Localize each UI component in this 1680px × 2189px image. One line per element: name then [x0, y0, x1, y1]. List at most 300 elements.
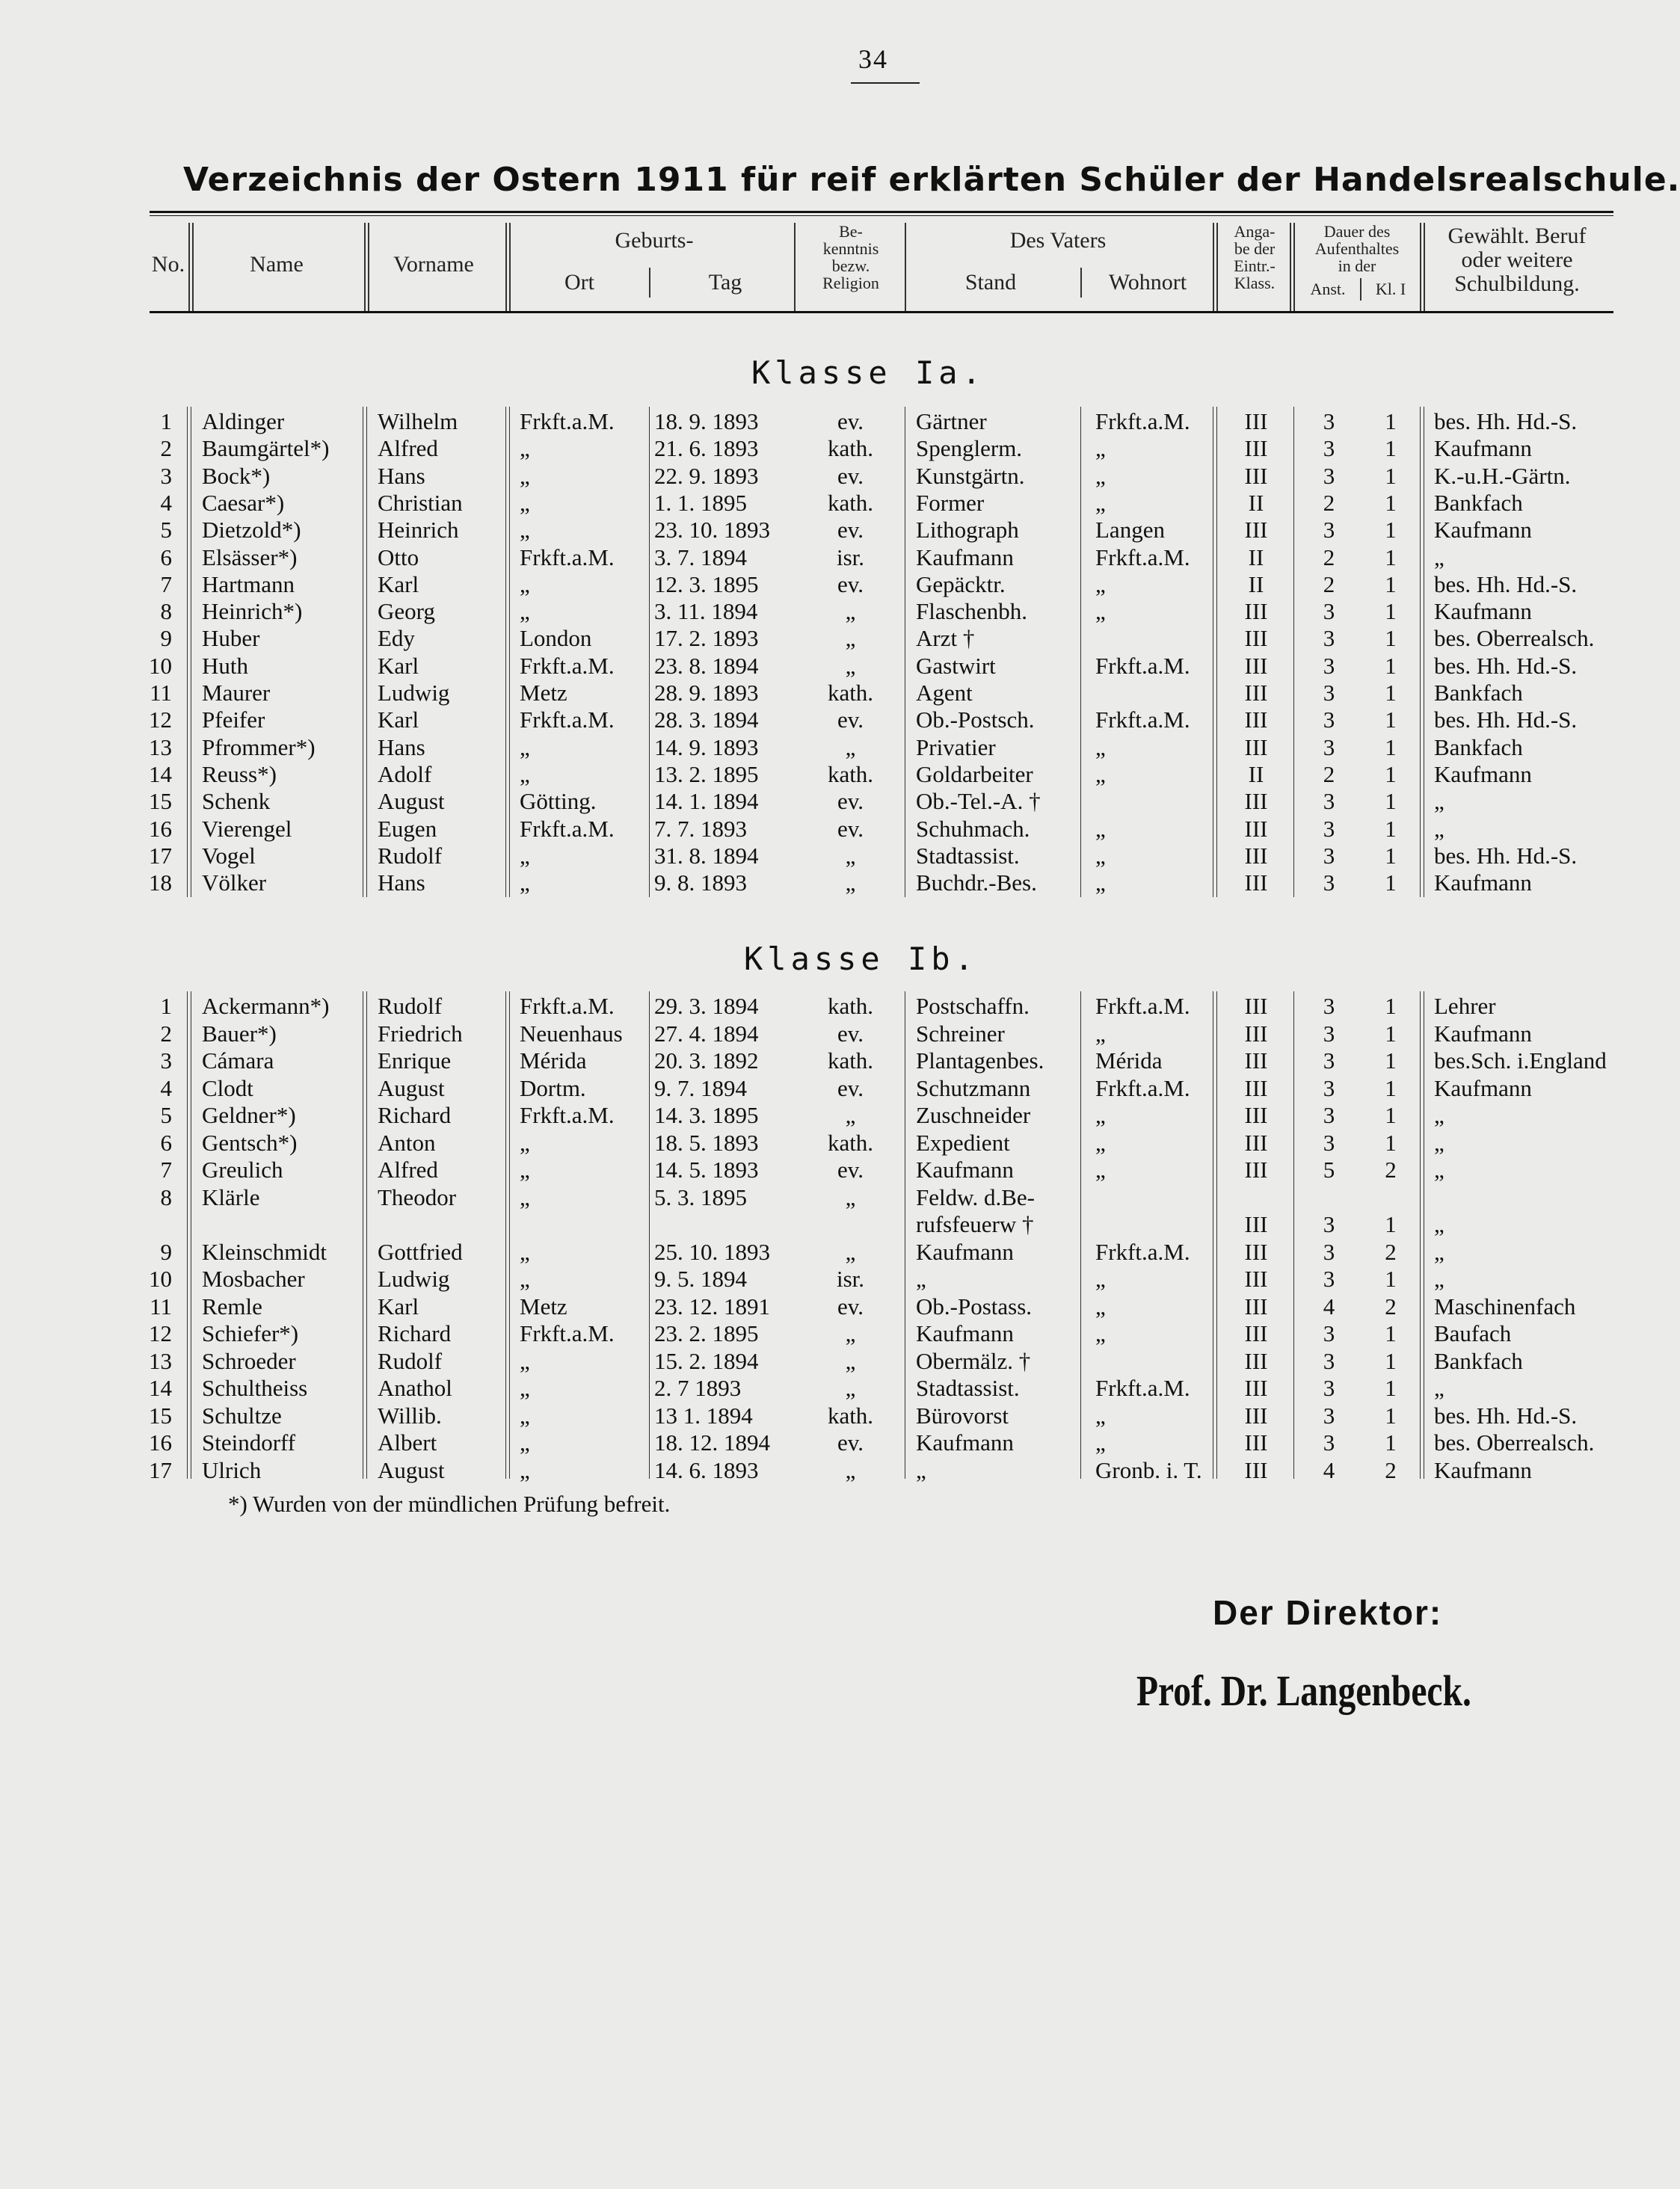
father-occupation: Gastwirt [916, 652, 996, 679]
religion: „ [845, 1320, 856, 1346]
first-name: Karl [378, 652, 419, 679]
column-rule [505, 991, 506, 1479]
duration-school: 3 [1323, 1375, 1335, 1401]
duration-school: 3 [1323, 1238, 1335, 1265]
birth-place: Frkft.a.M. [520, 815, 615, 842]
chosen-career: Maschinenfach [1434, 1293, 1576, 1320]
birth-place: Mérida [520, 1047, 587, 1074]
duration-class: 1 [1385, 1020, 1397, 1047]
duration-class: 1 [1385, 1047, 1397, 1074]
father-residence: „ [1095, 1402, 1106, 1429]
father-occupation: Stadtassist. [916, 842, 1020, 869]
student-name: Schultze [202, 1402, 282, 1429]
student-name: Clodt [202, 1074, 253, 1101]
chosen-career: K.-u.H.-Gärtn. [1434, 462, 1571, 489]
birth-date: 5. 3. 1895 [654, 1183, 747, 1210]
entry-class: III [1244, 788, 1268, 815]
duration-school: 3 [1323, 1020, 1335, 1047]
chosen-career: bes. Hh. Hd.-S. [1434, 570, 1578, 597]
duration-class: 2 [1385, 1238, 1397, 1265]
student-name: Schroeder [202, 1347, 296, 1374]
father-occupation: Expedient [916, 1129, 1010, 1156]
table-row [0, 1457, 1680, 1484]
column-rule [649, 991, 650, 1479]
row-number: 14 [149, 760, 172, 787]
father-residence: „ [1095, 760, 1106, 787]
father-residence: Frkft.a.M. [1095, 1375, 1190, 1401]
table-row [0, 1293, 1680, 1320]
birth-date: 3. 11. 1894 [654, 598, 758, 625]
father-occupation: Kaufmann [916, 544, 1014, 570]
duration-class: 2 [1385, 1293, 1397, 1320]
header-divider [649, 268, 650, 298]
table-row [0, 843, 1680, 869]
birth-place: „ [520, 489, 530, 516]
father-residence: Frkft.a.M. [1095, 1238, 1190, 1265]
chosen-career: Kaufmann [1434, 1456, 1532, 1483]
chosen-career: Kaufmann [1434, 598, 1532, 625]
row-number: 3 [160, 462, 172, 489]
religion: „ [845, 1456, 856, 1483]
birth-date: 14. 1. 1894 [654, 788, 759, 815]
birth-date: 3. 7. 1894 [654, 544, 747, 570]
birth-date: 20. 3. 1892 [654, 1047, 759, 1074]
chosen-career: „ [1434, 1266, 1444, 1292]
birth-place: Dortm. [520, 1074, 586, 1101]
table-row [0, 1157, 1680, 1183]
table-row [0, 1403, 1680, 1429]
row-number: 4 [160, 1074, 172, 1101]
duration-school: 2 [1323, 760, 1335, 787]
duration-class: 1 [1385, 815, 1397, 842]
row-number: 3 [160, 1047, 172, 1074]
table-row [0, 734, 1680, 761]
entry-class: II [1248, 570, 1264, 597]
student-name: Ulrich [202, 1456, 262, 1483]
header-ort: Ort [564, 270, 594, 295]
entry-class: III [1244, 1402, 1268, 1429]
first-name: August [378, 788, 445, 815]
duration-school: 3 [1323, 1129, 1335, 1156]
birth-place: Metz [520, 1293, 567, 1320]
father-residence: Langen [1095, 517, 1165, 544]
father-occupation: Ob.-Postass. [916, 1293, 1033, 1320]
entry-class: III [1244, 1102, 1268, 1128]
father-residence: „ [1095, 1020, 1106, 1047]
student-name: Heinrich*) [202, 598, 303, 625]
duration-school: 4 [1323, 1456, 1335, 1483]
duration-class: 1 [1385, 993, 1397, 1019]
chosen-career: „ [1434, 1157, 1444, 1183]
student-name: Caesar*) [202, 489, 285, 516]
birth-place: Frkft.a.M. [520, 408, 615, 434]
first-name: Alfred [378, 435, 438, 462]
birth-date: 29. 3. 1894 [654, 993, 759, 1019]
table-row [0, 1266, 1680, 1293]
religion: kath. [827, 1047, 874, 1074]
birth-date: 13. 2. 1895 [654, 760, 759, 787]
table-row [0, 571, 1680, 598]
chosen-career: Bankfach [1434, 1347, 1523, 1374]
first-name: Theodor [378, 1183, 457, 1210]
entry-class: III [1244, 1047, 1268, 1074]
chosen-career: bes. Hh. Hd.-S. [1434, 652, 1578, 679]
father-residence: „ [1095, 1293, 1106, 1320]
first-name: Rudolf [378, 842, 443, 869]
religion: „ [845, 1183, 856, 1210]
student-name: Klärle [202, 1183, 260, 1210]
father-residence: „ [1095, 733, 1106, 760]
birth-place: „ [520, 1183, 530, 1210]
header-angabe: Anga- be der Eintr.- Klass. [1234, 222, 1276, 292]
student-name: Remle [202, 1293, 262, 1320]
religion: kath. [827, 680, 874, 706]
first-name: Alfred [378, 1157, 438, 1183]
birth-date: 21. 6. 1893 [654, 435, 759, 462]
chosen-career: Bankfach [1434, 680, 1523, 706]
student-name: Dietzold*) [202, 517, 301, 544]
father-occupation: Arzt † [916, 625, 975, 652]
first-name: Karl [378, 706, 419, 733]
student-name: Bauer*) [202, 1020, 277, 1047]
chosen-career: Kaufmann [1434, 1074, 1532, 1101]
duration-school: 2 [1323, 489, 1335, 516]
student-name: Vierengel [202, 815, 292, 842]
header-divider [1360, 278, 1361, 301]
duration-class: 1 [1385, 1211, 1397, 1237]
father-residence: Mérida [1095, 1047, 1163, 1074]
birth-place: „ [520, 1129, 530, 1156]
first-name: August [378, 1074, 445, 1101]
birth-date: 23. 10. 1893 [654, 517, 770, 544]
row-number: 17 [149, 842, 172, 869]
first-name: Friedrich [378, 1020, 463, 1047]
table-row [0, 1102, 1680, 1129]
birth-place: „ [520, 1456, 530, 1483]
father-residence: Frkft.a.M. [1095, 544, 1190, 570]
birth-date: 14. 5. 1893 [654, 1157, 759, 1183]
duration-class: 1 [1385, 1102, 1397, 1128]
student-name: Mosbacher [202, 1266, 305, 1292]
chosen-career: Bankfach [1434, 733, 1523, 760]
father-residence: „ [1095, 462, 1106, 489]
birth-date: 1. 1. 1895 [654, 489, 747, 516]
father-residence: „ [1095, 842, 1106, 869]
birth-date: 23. 12. 1891 [654, 1293, 770, 1320]
table-row [0, 1429, 1680, 1456]
table-row [0, 435, 1680, 462]
duration-class: 2 [1385, 1456, 1397, 1483]
entry-class: II [1248, 544, 1264, 570]
table-row [0, 761, 1680, 788]
father-residence: „ [1095, 570, 1106, 597]
header-des-vaters: Des Vaters [1009, 228, 1107, 253]
birth-date: 14. 3. 1895 [654, 1102, 759, 1128]
birth-place: „ [520, 733, 530, 760]
first-name: Wilhelm [378, 408, 458, 434]
father-occupation: Kaufmann [916, 1238, 1014, 1265]
header-divider [1293, 223, 1295, 311]
table-row [0, 463, 1680, 490]
row-number: 15 [149, 788, 172, 815]
table-row [0, 408, 1680, 435]
religion: kath. [827, 1402, 874, 1429]
father-occupation: Kaufmann [916, 1320, 1014, 1346]
father-residence: „ [1095, 1157, 1106, 1183]
header-divider [1420, 223, 1421, 311]
religion: ev. [837, 462, 864, 489]
father-occupation: Kaufmann [916, 1429, 1014, 1456]
header-wohnort: Wohnort [1108, 270, 1187, 295]
row-number: 10 [149, 652, 172, 679]
column-rule [509, 991, 510, 1479]
entry-class: III [1244, 408, 1268, 434]
birth-place: „ [520, 1157, 530, 1183]
birth-date: 27. 4. 1894 [654, 1020, 759, 1047]
signature-name: Prof. Dr. Langenbeck. [1136, 1666, 1471, 1715]
student-name: Geldner*) [202, 1102, 296, 1128]
section-title-ib: Klasse Ib. [744, 940, 978, 977]
religion: ev. [837, 408, 864, 434]
birth-date: 14. 9. 1893 [654, 733, 759, 760]
header-dauer: Dauer des Aufenthaltes in der [1314, 222, 1400, 275]
father-occupation: Flaschenbh. [916, 598, 1027, 625]
student-name: Steindorff [202, 1429, 296, 1456]
row-number: 2 [160, 435, 172, 462]
student-name: Schiefer*) [202, 1320, 299, 1346]
table-row [0, 517, 1680, 544]
table-row [0, 1211, 1680, 1238]
entry-class: III [1244, 1129, 1268, 1156]
duration-class: 2 [1385, 1157, 1397, 1183]
column-rule [366, 991, 367, 1479]
father-occupation: rufsfeuerw † [916, 1211, 1034, 1237]
duration-class: 1 [1385, 706, 1397, 733]
entry-class: III [1244, 680, 1268, 706]
header-divider [1080, 268, 1082, 298]
student-name: Kleinschmidt [202, 1238, 327, 1265]
page-title: Verzeichnis der Ostern 1911 für reif erklärten Schüler der Handelsrealschule. [183, 161, 1680, 199]
first-name: Gottfried [378, 1238, 463, 1265]
duration-class: 1 [1385, 435, 1397, 462]
chosen-career: „ [1434, 815, 1444, 842]
father-occupation: „ [916, 1266, 926, 1292]
father-occupation: Ob.-Postsch. [916, 706, 1035, 733]
duration-school: 3 [1323, 408, 1335, 434]
birth-place: „ [520, 869, 530, 896]
birth-date: 17. 2. 1893 [654, 625, 759, 652]
duration-class: 1 [1385, 1320, 1397, 1346]
header-top-rule [150, 211, 1613, 213]
row-number: 7 [160, 570, 172, 597]
entry-class: III [1244, 1238, 1268, 1265]
header-geburts: Geburts- [615, 228, 694, 253]
entry-class: III [1244, 1347, 1268, 1374]
father-residence: „ [1095, 869, 1106, 896]
student-name: Hartmann [202, 570, 295, 597]
student-name: Baumgärtel*) [202, 435, 330, 462]
row-number: 14 [149, 1375, 172, 1401]
first-name: Hans [378, 462, 425, 489]
row-number: 13 [149, 1347, 172, 1374]
chosen-career: Kaufmann [1434, 1020, 1532, 1047]
table-row [0, 993, 1680, 1020]
religion: ev. [837, 1293, 864, 1320]
birth-place: „ [520, 1402, 530, 1429]
row-number: 1 [160, 993, 172, 1019]
chosen-career: „ [1434, 1129, 1444, 1156]
father-residence: „ [1095, 598, 1106, 625]
entry-class: II [1248, 760, 1264, 787]
father-residence: „ [1095, 1129, 1106, 1156]
row-number: 9 [160, 625, 172, 652]
duration-school: 3 [1323, 1211, 1335, 1237]
religion: „ [845, 1238, 856, 1265]
column-rule [1420, 991, 1421, 1479]
religion: isr. [836, 544, 865, 570]
father-occupation: Schutzmann [916, 1074, 1031, 1101]
table-row [0, 1375, 1680, 1402]
column-rule [1293, 991, 1294, 1479]
header-bekenntnis: Be- kenntnis bezw. Religion [822, 222, 879, 292]
chosen-career: bes. Oberrealsch. [1434, 1429, 1595, 1456]
father-occupation: Schreiner [916, 1020, 1005, 1047]
duration-class: 1 [1385, 733, 1397, 760]
duration-class: 1 [1385, 1347, 1397, 1374]
duration-school: 3 [1323, 625, 1335, 652]
footnote: *) Wurden von der mündlichen Prüfung befreit. [228, 1491, 671, 1517]
duration-class: 1 [1385, 544, 1397, 570]
birth-date: 28. 9. 1893 [654, 680, 759, 706]
first-name: Otto [378, 544, 419, 570]
duration-class: 1 [1385, 598, 1397, 625]
column-rule [1080, 991, 1081, 1479]
birth-place: „ [520, 1238, 530, 1265]
table-row [0, 625, 1680, 652]
table-row [0, 788, 1680, 815]
birth-date: 28. 3. 1894 [654, 706, 759, 733]
entry-class: III [1244, 1211, 1268, 1237]
father-occupation: Goldarbeiter [916, 760, 1033, 787]
religion: ev. [837, 788, 864, 815]
religion: ev. [837, 706, 864, 733]
birth-place: „ [520, 517, 530, 544]
father-occupation: Buchdr.-Bes. [916, 869, 1037, 896]
student-name: Elsässer*) [202, 544, 298, 570]
column-rule [1216, 407, 1217, 897]
header-top-rule-thin [150, 215, 1613, 216]
birth-date: 7. 7. 1893 [654, 815, 747, 842]
student-name: Ackermann*) [202, 993, 330, 1019]
birth-date: 13 1. 1894 [654, 1402, 753, 1429]
father-occupation: Plantagenbes. [916, 1047, 1044, 1074]
religion: „ [845, 842, 856, 869]
entry-class: III [1244, 1320, 1268, 1346]
first-name: Rudolf [378, 1347, 443, 1374]
religion: „ [845, 1375, 856, 1401]
chosen-career: bes. Hh. Hd.-S. [1434, 408, 1578, 434]
row-number: 8 [160, 1183, 172, 1210]
father-occupation: Privatier [916, 733, 996, 760]
first-name: Karl [378, 570, 419, 597]
father-occupation: Feldw. d.Be- [916, 1183, 1035, 1210]
row-number: 8 [160, 598, 172, 625]
birth-date: 18. 9. 1893 [654, 408, 759, 434]
birth-place: „ [520, 1429, 530, 1456]
header-kl: Kl. I [1375, 280, 1406, 298]
father-occupation: Schuhmach. [916, 815, 1030, 842]
first-name: Hans [378, 869, 425, 896]
table-row [0, 816, 1680, 843]
row-number: 11 [150, 680, 172, 706]
row-number: 4 [160, 489, 172, 516]
birth-date: 18. 5. 1893 [654, 1129, 759, 1156]
father-occupation: Agent [916, 680, 973, 706]
duration-class: 1 [1385, 652, 1397, 679]
father-occupation: Spenglerm. [916, 435, 1023, 462]
row-number: 17 [149, 1456, 172, 1483]
chosen-career: bes. Hh. Hd.-S. [1434, 842, 1578, 869]
duration-class: 1 [1385, 680, 1397, 706]
first-name: Heinrich [378, 517, 459, 544]
birth-place: Metz [520, 680, 567, 706]
student-name: Cámara [202, 1047, 274, 1074]
chosen-career: bes. Oberrealsch. [1434, 625, 1595, 652]
father-occupation: Zuschneider [916, 1102, 1031, 1128]
birth-place: „ [520, 1347, 530, 1374]
birth-place: Frkft.a.M. [520, 652, 615, 679]
birth-place: „ [520, 1266, 530, 1292]
duration-class: 1 [1385, 408, 1397, 434]
first-name: Adolf [378, 760, 432, 787]
entry-class: III [1244, 815, 1268, 842]
father-residence: „ [1095, 1102, 1106, 1128]
table-row [0, 869, 1680, 896]
column-rule [1216, 991, 1217, 1479]
duration-school: 3 [1323, 993, 1335, 1019]
duration-school: 3 [1323, 652, 1335, 679]
student-name: Greulich [202, 1157, 283, 1183]
row-number: 16 [149, 815, 172, 842]
duration-school: 3 [1323, 869, 1335, 896]
student-name: Bock*) [202, 462, 271, 489]
birth-place: Frkft.a.M. [520, 1320, 615, 1346]
student-name: Gentsch*) [202, 1129, 298, 1156]
page-number: 34 [858, 44, 888, 74]
father-residence: „ [1095, 1320, 1106, 1346]
entry-class: III [1244, 1456, 1268, 1483]
header-stand: Stand [964, 270, 1017, 295]
birth-date: 9. 8. 1893 [654, 869, 747, 896]
birth-place: Frkft.a.M. [520, 993, 615, 1019]
duration-class: 1 [1385, 1129, 1397, 1156]
chosen-career: Kaufmann [1434, 517, 1532, 544]
header-divider [368, 223, 369, 311]
chosen-career: Baufach [1434, 1320, 1512, 1346]
first-name: Enrique [378, 1047, 452, 1074]
birth-date: 25. 10. 1893 [654, 1238, 770, 1265]
header-vorname: Vorname [393, 252, 474, 277]
father-residence: Frkft.a.M. [1095, 993, 1190, 1019]
chosen-career: Bankfach [1434, 489, 1523, 516]
duration-class: 1 [1385, 1429, 1397, 1456]
header-divider [188, 223, 190, 311]
header-divider [905, 223, 906, 311]
father-occupation: Kaufmann [916, 1157, 1014, 1183]
father-occupation: Lithograph [916, 517, 1019, 544]
duration-school: 3 [1323, 706, 1335, 733]
row-number: 9 [160, 1238, 172, 1265]
